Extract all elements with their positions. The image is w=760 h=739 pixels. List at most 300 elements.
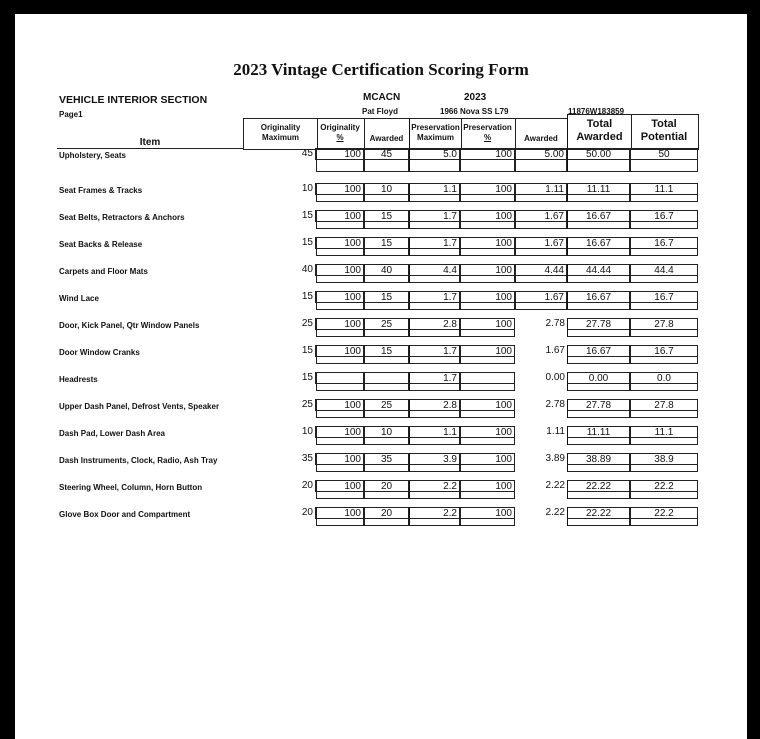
value-box: 1.11 <box>515 183 567 195</box>
vehicle-label: 1966 Nova SS L79 <box>440 107 509 116</box>
blank-box <box>364 357 409 364</box>
value-box: 10 <box>243 183 316 195</box>
blank-box <box>567 384 630 391</box>
value-box: 1.1 <box>409 426 460 438</box>
preservation-pct-cell <box>460 148 515 175</box>
awarded-cell <box>364 175 409 202</box>
table-row <box>57 175 698 202</box>
blank-box <box>567 330 630 337</box>
awarded-cell <box>364 499 409 526</box>
table-row <box>57 256 698 283</box>
blank-box <box>409 519 460 526</box>
blank-box <box>316 492 364 499</box>
col-header-total-potential <box>630 114 699 150</box>
originality-pct-cell <box>316 256 364 283</box>
col-header-line: Awarded <box>524 134 558 143</box>
blank-box <box>460 465 515 472</box>
value-box: 1.7 <box>409 291 460 303</box>
originality-max-cell <box>243 472 316 499</box>
value-box: 40 <box>364 264 409 276</box>
value-box: 1.7 <box>409 372 460 384</box>
value-box: 11.1 <box>630 183 698 195</box>
blank-box <box>364 249 409 256</box>
total-awarded-cell <box>567 175 630 202</box>
value-box: 11.11 <box>567 426 630 438</box>
blank-box <box>364 303 409 310</box>
originality-pct-cell <box>316 445 364 472</box>
value-box: 1.67 <box>515 291 567 303</box>
value-box: 3.9 <box>409 453 460 465</box>
item-label: Seat Backs & Release <box>59 240 143 249</box>
originality-max-cell <box>243 391 316 418</box>
originality-max-cell <box>243 283 316 310</box>
value-box: 16.67 <box>567 237 630 249</box>
preservation-max-cell <box>409 175 460 202</box>
blank-box <box>567 411 630 418</box>
value-box: 100 <box>460 237 515 249</box>
preservation-pct-cell <box>460 499 515 526</box>
value-box: 20 <box>243 480 316 492</box>
awarded-cell <box>364 472 409 499</box>
total-potential-cell <box>630 364 698 391</box>
total-awarded-cell <box>567 499 630 526</box>
blank-box <box>316 357 364 364</box>
col-header-awarded <box>364 118 410 150</box>
value-box: 100 <box>316 318 364 330</box>
item-label: Steering Wheel, Column, Horn Button <box>59 483 203 492</box>
value-box: 10 <box>364 183 409 195</box>
preservation-max-cell <box>409 337 460 364</box>
item-label: Wind Lace <box>59 294 99 303</box>
total-awarded-cell <box>567 472 630 499</box>
vin-label: 11876W183859 <box>568 107 625 116</box>
value-box: 25 <box>243 399 316 411</box>
value-box: 15 <box>243 345 316 357</box>
value-box: 11.11 <box>567 183 630 195</box>
blank-box <box>630 249 698 256</box>
total-awarded-cell <box>567 445 630 472</box>
value-box: 0.00 <box>545 372 565 383</box>
pres-awarded-cell <box>515 310 567 337</box>
item-label: Door, Kick Panel, Qtr Window Panels <box>59 321 200 330</box>
awarded-cell <box>364 148 409 175</box>
total-awarded-cell <box>567 202 630 229</box>
value-box: 100 <box>460 507 515 519</box>
blank-box <box>630 222 698 229</box>
preservation-max-cell <box>409 472 460 499</box>
blank-box <box>316 330 364 337</box>
blank-box <box>460 519 515 526</box>
value-box: 45 <box>243 148 316 160</box>
blank-box <box>460 357 515 364</box>
blank-box <box>316 411 364 418</box>
pres-awarded-cell <box>515 364 567 391</box>
originality-max-cell <box>243 499 316 526</box>
item-label: Glove Box Door and Compartment <box>59 510 191 519</box>
blank-box <box>630 195 698 202</box>
blank-box <box>515 222 567 229</box>
blank-box <box>460 195 515 202</box>
blank-box <box>316 303 364 310</box>
item-label: Seat Frames & Tracks <box>59 186 143 195</box>
awarded-cell <box>364 364 409 391</box>
value-box: 100 <box>460 453 515 465</box>
preservation-max-cell <box>409 202 460 229</box>
total-potential-cell <box>630 445 698 472</box>
blank-box <box>630 438 698 445</box>
value-box: 100 <box>316 399 364 411</box>
preservation-pct-cell <box>460 202 515 229</box>
value-box: 100 <box>316 291 364 303</box>
awarded-cell <box>364 337 409 364</box>
blank-box <box>364 276 409 283</box>
value-box: 27.8 <box>630 318 698 330</box>
preservation-pct-cell <box>460 310 515 337</box>
originality-max-cell <box>243 175 316 202</box>
value-box: 100 <box>460 148 515 160</box>
blank-box <box>630 160 698 172</box>
value-box: 100 <box>460 480 515 492</box>
originality-max-cell <box>243 364 316 391</box>
value-box: 3.89 <box>545 453 565 464</box>
value-box: 27.8 <box>630 399 698 411</box>
col-header-item: Item <box>139 137 161 148</box>
year-label: 2023 <box>464 92 487 103</box>
blank-box <box>630 357 698 364</box>
value-box: 100 <box>316 453 364 465</box>
blank-box <box>460 303 515 310</box>
blank-box <box>409 330 460 337</box>
value-box: 100 <box>316 345 364 357</box>
value-box: 22.2 <box>630 480 698 492</box>
value-box: 1.67 <box>545 345 565 356</box>
total-potential-cell <box>630 337 698 364</box>
blank-box <box>316 465 364 472</box>
blank-box <box>409 276 460 283</box>
col-header-preservation-pct <box>460 118 516 150</box>
value-box: 27.78 <box>567 399 630 411</box>
value-box: 100 <box>316 183 364 195</box>
originality-pct-cell <box>316 364 364 391</box>
value-box: 16.67 <box>567 291 630 303</box>
value-box: 16.7 <box>630 210 698 222</box>
blank-box <box>316 222 364 229</box>
value-box: 100 <box>460 264 515 276</box>
blank-box <box>567 303 630 310</box>
col-header-line: Maximum <box>262 133 299 142</box>
blank-box <box>567 465 630 472</box>
total-potential-cell <box>630 499 698 526</box>
awarded-cell <box>364 418 409 445</box>
col-header-line: Total <box>651 118 677 130</box>
originality-pct-cell <box>316 283 364 310</box>
pres-awarded-cell <box>515 283 567 310</box>
blank-box <box>567 276 630 283</box>
value-box: 100 <box>316 237 364 249</box>
blank-box <box>630 411 698 418</box>
value-box: 35 <box>364 453 409 465</box>
value-box: 100 <box>316 264 364 276</box>
value-box: 100 <box>460 399 515 411</box>
col-header-line: Awarded <box>369 134 404 143</box>
originality-pct-cell <box>316 148 364 175</box>
blank-box <box>460 160 515 172</box>
total-awarded-cell <box>567 283 630 310</box>
originality-max-cell <box>243 202 316 229</box>
table-row <box>57 148 698 175</box>
blank-box <box>460 276 515 283</box>
blank-box <box>567 357 630 364</box>
blank-box <box>567 195 630 202</box>
originality-max-cell <box>243 337 316 364</box>
blank-box <box>460 249 515 256</box>
blank-box <box>316 249 364 256</box>
total-awarded-cell <box>567 364 630 391</box>
blank-box <box>630 303 698 310</box>
item-label: Dash Pad, Lower Dash Area <box>59 429 165 438</box>
value-box: 16.67 <box>567 210 630 222</box>
item-label: Upper Dash Panel, Defrost Vents, Speaker <box>59 402 220 411</box>
pres-awarded-cell <box>515 175 567 202</box>
originality-max-cell <box>243 445 316 472</box>
total-potential-cell <box>630 229 698 256</box>
blank-box <box>409 465 460 472</box>
preservation-pct-cell <box>460 283 515 310</box>
blank-box <box>460 438 515 445</box>
originality-pct-cell <box>316 337 364 364</box>
value-box: 5.00 <box>515 148 567 160</box>
preservation-pct-cell <box>460 256 515 283</box>
value-box: 2.2 <box>409 507 460 519</box>
blank-box <box>409 160 460 172</box>
originality-pct-cell <box>316 229 364 256</box>
value-box <box>460 372 515 384</box>
originality-pct-cell <box>316 175 364 202</box>
blank-box <box>460 384 515 391</box>
pres-awarded-cell <box>515 445 567 472</box>
col-header-line: Preservation <box>463 123 512 132</box>
table-row <box>57 364 698 391</box>
preservation-max-cell <box>409 310 460 337</box>
value-box: 100 <box>460 345 515 357</box>
value-box: 100 <box>460 210 515 222</box>
item-label: Seat Belts, Retractors & Anchors <box>59 213 185 222</box>
blank-box <box>460 222 515 229</box>
blank-box <box>515 160 567 172</box>
value-box: 22.2 <box>630 507 698 519</box>
value-box: 25 <box>364 318 409 330</box>
value-box: 16.67 <box>567 345 630 357</box>
value-box: 100 <box>316 210 364 222</box>
col-header-line: % <box>336 133 344 142</box>
awarded-cell <box>364 445 409 472</box>
value-box: 10 <box>243 426 316 438</box>
awarded-cell <box>364 310 409 337</box>
blank-box <box>409 438 460 445</box>
value-box <box>364 372 409 384</box>
value-box: 15 <box>364 237 409 249</box>
value-box: 2.2 <box>409 480 460 492</box>
pres-awarded-cell <box>515 229 567 256</box>
total-awarded-cell <box>567 256 630 283</box>
col-header-total-awarded <box>567 114 632 150</box>
value-box: 15 <box>243 291 316 303</box>
value-box: 2.8 <box>409 318 460 330</box>
blank-box <box>364 195 409 202</box>
blank-box <box>409 222 460 229</box>
blank-box <box>364 384 409 391</box>
blank-box <box>630 384 698 391</box>
blank-box <box>567 519 630 526</box>
value-box <box>316 372 364 384</box>
preservation-pct-cell <box>460 364 515 391</box>
pres-awarded-cell <box>515 391 567 418</box>
preservation-pct-cell <box>460 337 515 364</box>
preservation-max-cell <box>409 283 460 310</box>
preservation-pct-cell <box>460 391 515 418</box>
preservation-max-cell <box>409 445 460 472</box>
blank-box <box>567 438 630 445</box>
item-label: Headrests <box>59 375 98 384</box>
pres-awarded-cell <box>515 337 567 364</box>
value-box: 2.78 <box>545 399 565 410</box>
blank-box <box>630 465 698 472</box>
value-box: 44.4 <box>630 264 698 276</box>
col-header-line: % <box>483 133 492 142</box>
item-label: Dash Instruments, Clock, Radio, Ash Tray <box>59 456 218 465</box>
preservation-max-cell <box>409 148 460 175</box>
value-box: 20 <box>243 507 316 519</box>
value-box: 15 <box>364 210 409 222</box>
preservation-pct-cell <box>460 472 515 499</box>
item-label: Door Window Cranks <box>59 348 140 357</box>
blank-box <box>364 411 409 418</box>
value-box: 100 <box>316 480 364 492</box>
col-header-line: Potential <box>640 131 688 143</box>
originality-max-cell <box>243 148 316 175</box>
blank-box <box>515 249 567 256</box>
value-box: 38.89 <box>567 453 630 465</box>
col-header-line: Maximum <box>417 133 454 142</box>
owner-name: Pat Floyd <box>362 107 399 116</box>
total-awarded-cell <box>567 391 630 418</box>
total-potential-cell <box>630 256 698 283</box>
blank-box <box>460 330 515 337</box>
blank-box <box>409 384 460 391</box>
value-box: 2.22 <box>545 480 565 491</box>
value-box: 0.0 <box>630 372 698 384</box>
blank-box <box>460 492 515 499</box>
value-box: 27.78 <box>567 318 630 330</box>
blank-box <box>409 249 460 256</box>
preservation-max-cell <box>409 256 460 283</box>
originality-pct-cell <box>316 310 364 337</box>
total-awarded-cell <box>567 148 630 175</box>
total-awarded-cell <box>567 310 630 337</box>
value-box: 15 <box>243 210 316 222</box>
originality-max-cell <box>243 229 316 256</box>
blank-box <box>409 195 460 202</box>
pres-awarded-cell <box>515 499 567 526</box>
col-header-line: Originality <box>260 123 301 132</box>
total-potential-cell <box>630 283 698 310</box>
preservation-max-cell <box>409 229 460 256</box>
value-box: 100 <box>316 148 364 160</box>
originality-pct-cell <box>316 499 364 526</box>
blank-box <box>515 195 567 202</box>
total-awarded-cell <box>567 229 630 256</box>
value-box: 15 <box>243 237 316 249</box>
value-box: 15 <box>243 372 316 384</box>
total-potential-cell <box>630 202 698 229</box>
blank-box <box>515 276 567 283</box>
blank-box <box>316 195 364 202</box>
value-box: 22.22 <box>567 507 630 519</box>
total-potential-cell <box>630 391 698 418</box>
value-box: 100 <box>460 291 515 303</box>
col-header-line: Preservation <box>411 123 460 132</box>
value-box: 1.67 <box>515 237 567 249</box>
col-header-originality-max <box>243 118 318 150</box>
total-awarded-cell <box>567 418 630 445</box>
total-potential-cell <box>630 310 698 337</box>
value-box: 1.7 <box>409 237 460 249</box>
preservation-max-cell <box>409 418 460 445</box>
blank-box <box>567 492 630 499</box>
preservation-pct-cell <box>460 175 515 202</box>
blank-box <box>567 222 630 229</box>
value-box: 0.00 <box>567 372 630 384</box>
blank-box <box>364 519 409 526</box>
scoring-form-page <box>15 14 747 739</box>
form-title: 2023 Vintage Certification Scoring Form <box>233 60 529 79</box>
table-row <box>57 472 698 499</box>
blank-box <box>364 438 409 445</box>
blank-box <box>364 330 409 337</box>
pres-awarded-cell <box>515 418 567 445</box>
originality-pct-cell <box>316 202 364 229</box>
value-box: 1.67 <box>515 210 567 222</box>
preservation-max-cell <box>409 364 460 391</box>
table-row <box>57 337 698 364</box>
value-box: 20 <box>364 507 409 519</box>
value-box: 1.1 <box>409 183 460 195</box>
value-box: 44.44 <box>567 264 630 276</box>
pres-awarded-cell <box>515 256 567 283</box>
value-box: 25 <box>364 399 409 411</box>
total-awarded-cell <box>567 337 630 364</box>
value-box: 25 <box>243 318 316 330</box>
blank-box <box>460 411 515 418</box>
table-row <box>57 283 698 310</box>
value-box: 100 <box>316 426 364 438</box>
value-box: 15 <box>364 291 409 303</box>
value-box: 35 <box>243 453 316 465</box>
value-box: 2.22 <box>545 507 565 518</box>
blank-box <box>409 357 460 364</box>
table-row <box>57 310 698 337</box>
table-row <box>57 499 698 526</box>
blank-box <box>316 276 364 283</box>
total-potential-cell <box>630 175 698 202</box>
preservation-pct-cell <box>460 418 515 445</box>
value-box: 100 <box>460 426 515 438</box>
blank-box <box>515 303 567 310</box>
originality-max-cell <box>243 418 316 445</box>
value-box: 1.7 <box>409 210 460 222</box>
value-box: 16.7 <box>630 291 698 303</box>
pres-awarded-cell <box>515 472 567 499</box>
